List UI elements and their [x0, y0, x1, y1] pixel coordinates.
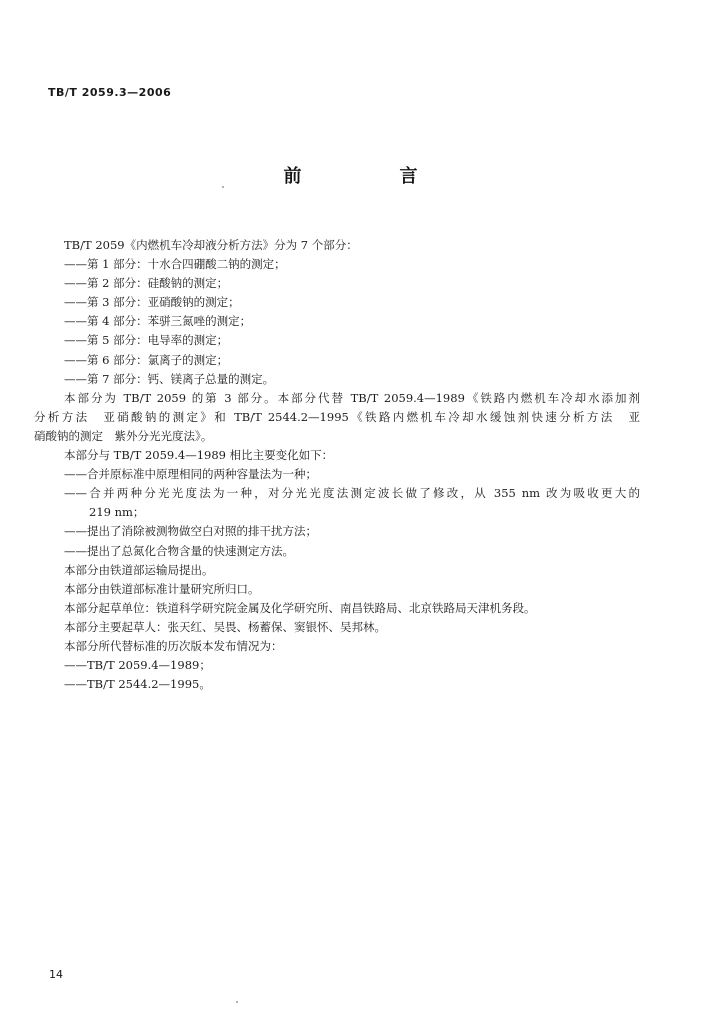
paragraph-changes-intro: 本部分与 TB/T 2059.4—1989 相比主要变化如下：: [64, 448, 334, 463]
page-number: 14: [49, 968, 63, 981]
list-item-part-2: ——第 2 部分：硅酸钠的测定；: [64, 276, 229, 291]
list-item-part-7: ——第 7 部分：钙、镁离子总量的测定。: [64, 371, 275, 386]
scan-speck: [222, 186, 224, 188]
paragraph-drafters: 本部分主要起草人：张天红、吴畏、杨蓄保、窦银怀、吴邦林。: [64, 619, 386, 634]
paragraph-drafting-units: 本部分起草单位：铁道科学研究院金属及化学研究所、南昌铁路局、北京铁路局天津机务段。: [64, 600, 536, 615]
paragraph-replaces-line-2: 分析方法 亚硝酸钠的测定》和 TB/T 2544.2—1995《铁路内燃机车冷却水缓蚀剂快速分析方法 亚: [34, 409, 640, 424]
list-item-change-2-line-2: 219 nm；: [89, 505, 145, 520]
paragraph-administered-by: 本部分由铁道部标准计量研究所归口。: [64, 581, 260, 596]
list-item-part-4: ——第 4 部分：苯骈三氮唑的测定；: [64, 314, 252, 329]
scan-speck: [236, 1001, 238, 1003]
page-title: 前 言: [283, 166, 458, 187]
paragraph-intro: TB/T 2059《内燃机车冷却液分析方法》分为 7 个部分：: [64, 238, 358, 252]
paragraph-history-intro: 本部分所代替标准的历次版本发布情况为：: [64, 638, 283, 653]
list-item-change-2-line-1: ——合并两种分光光度法为一种，对分光光度法测定波长做了修改，从 355 nm 改为吸收更大的: [64, 486, 640, 501]
list-item-part-3: ——第 3 部分：亚硝酸钠的测定；: [64, 295, 240, 310]
list-item-part-1: ——第 1 部分：十水合四硼酸二钠的测定；: [64, 257, 286, 272]
list-item-history-1: ——TB/T 2059.4—1989；: [64, 658, 211, 673]
list-item-change-4: ——提出了总氮化合物含量的快速测定方法。: [64, 543, 294, 558]
list-item-part-6: ——第 6 部分：氯离子的测定；: [64, 352, 229, 367]
list-item-change-1: ——合并原标准中原理相同的两种容量法为一种；: [64, 467, 317, 482]
paragraph-replaces-line-3: 硝酸钠的测定 紫外分光光度法》。: [34, 428, 213, 443]
paragraph-proposed-by: 本部分由铁道部运输局提出。: [64, 562, 214, 577]
standard-code: TB/T 2059.3—2006: [48, 86, 172, 99]
foreword-body: [34, 236, 640, 694]
list-item-part-5: ——第 5 部分：电导率的测定；: [64, 333, 229, 348]
paragraph-replaces-line-1: 本部分为 TB/T 2059 的第 3 部分。本部分代替 TB/T 2059.4—1989《铁路内燃机车冷却水添加剂: [64, 390, 640, 405]
list-item-history-2: ——TB/T 2544.2—1995。: [64, 677, 211, 692]
list-item-change-3: ——提出了消除被测物做空白对照的排干扰方法；: [64, 524, 317, 539]
